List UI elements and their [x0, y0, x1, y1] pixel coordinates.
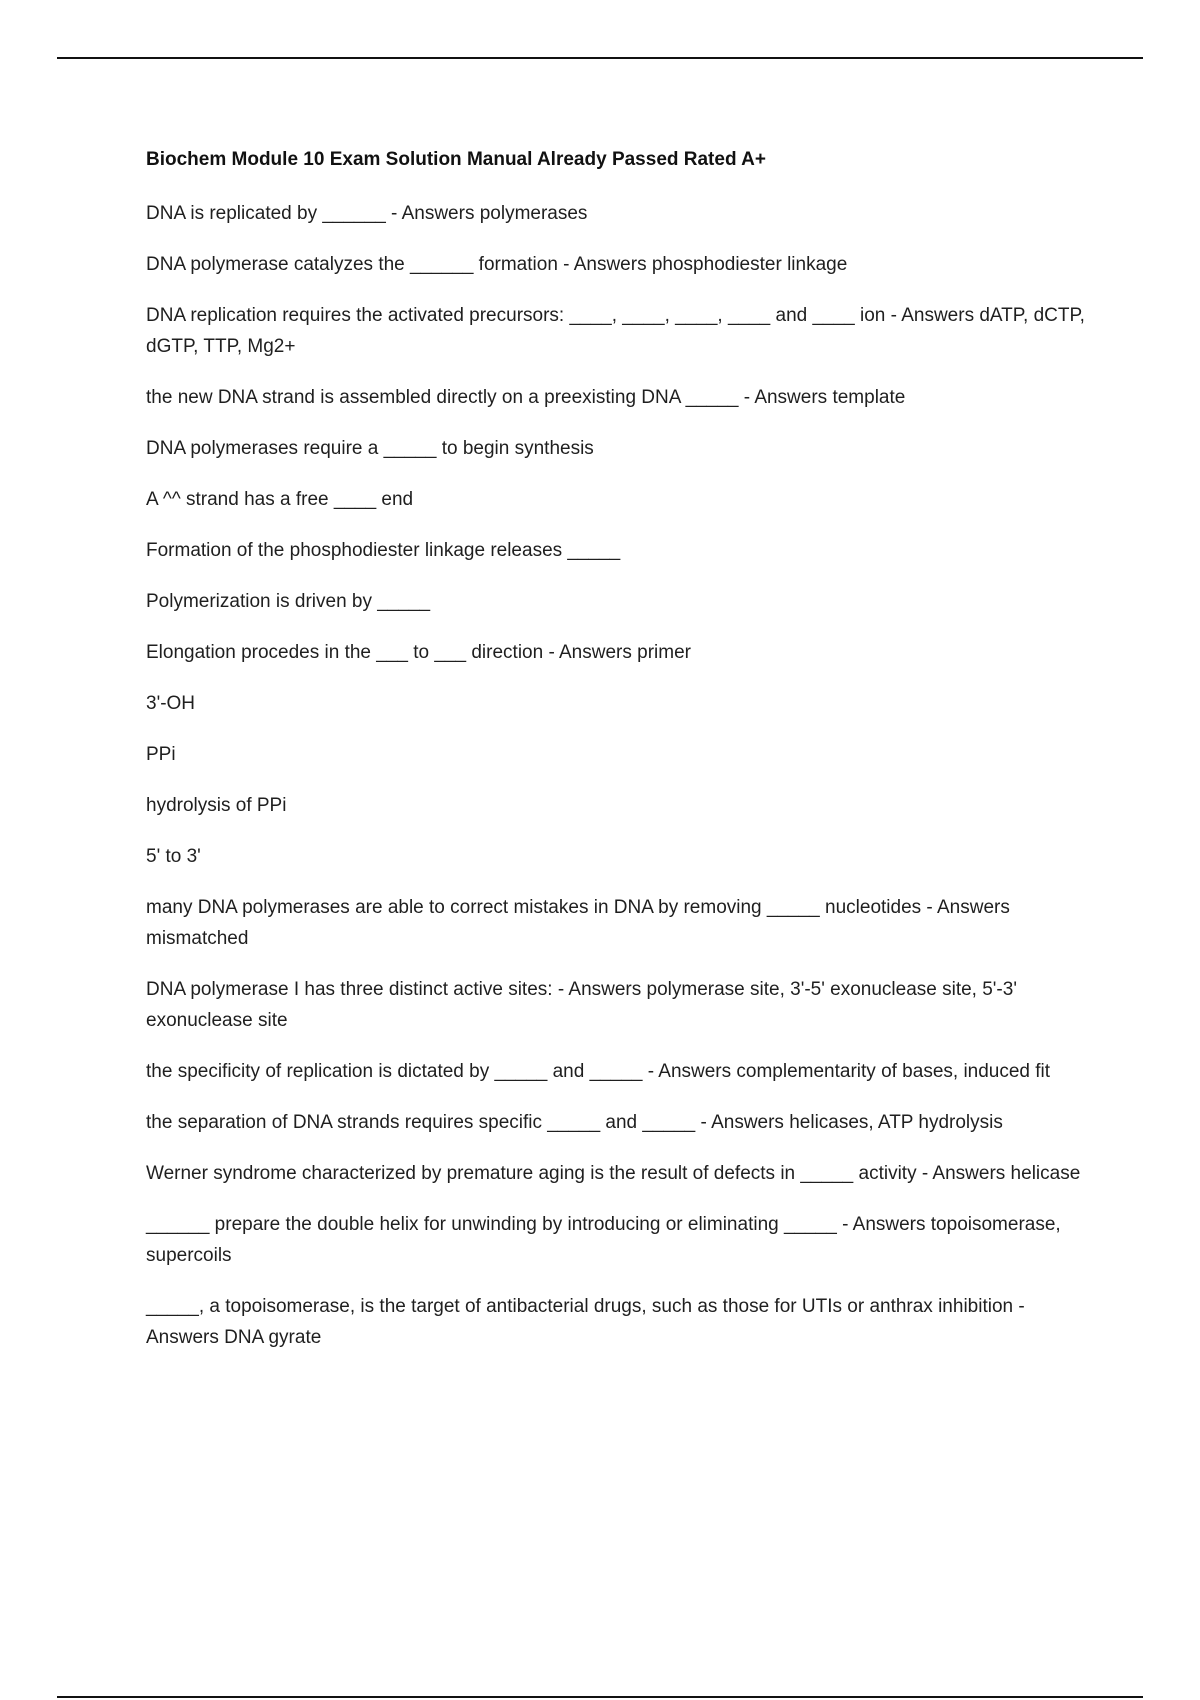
- qa-entry: DNA polymerases require a _____ to begin synthesis: [146, 438, 594, 459]
- qa-entry: _____, a topoisomerase, is the target of antibacterial drugs, such as those for UTIs or anthrax inhibition - Answers DNA gyrate: [146, 1296, 1029, 1348]
- qa-entry: the specificity of replication is dictated by _____ and _____ - Answers complementarity of bases, induced fit: [146, 1061, 1051, 1082]
- qa-entry: Elongation procedes in the ___ to ___ direction - Answers primer: [146, 642, 691, 663]
- qa-entry: the new DNA strand is assembled directly on a preexisting DNA _____ - Answers template: [146, 387, 906, 408]
- qa-entry: ______ prepare the double helix for unwinding by introducing or eliminating _____ - Answers topoisomerase, supercoils: [146, 1214, 1066, 1266]
- qa-entry: DNA polymerase catalyzes the ______ formation - Answers phosphodiester linkage: [146, 254, 848, 275]
- qa-entry: Werner syndrome characterized by premature aging is the result of defects in _____ activity - Answers helicase: [146, 1163, 1081, 1184]
- top-rule: [57, 57, 1143, 59]
- qa-entry: DNA replication requires the activated precursors: ____, ____, ____, ____ and ____ ion - Answers dATP, dCTP, dGTP, TTP, Mg2+: [146, 305, 1091, 357]
- qa-entry: DNA is replicated by ______ - Answers polymerases: [146, 203, 588, 224]
- qa-entry: 3'-OH: [146, 693, 196, 714]
- qa-entry: many DNA polymerases are able to correct mistakes in DNA by removing _____ nucleotides - Answers mismatched: [146, 897, 1016, 949]
- bottom-rule: [57, 1696, 1143, 1698]
- qa-entry: Formation of the phosphodiester linkage releases _____: [146, 540, 621, 561]
- document-body: [146, 146, 1096, 1373]
- qa-entry: PPi: [146, 744, 176, 765]
- qa-entry: A ^^ strand has a free ____ end: [146, 489, 414, 510]
- qa-entry: 5' to 3': [146, 846, 201, 867]
- qa-entry: hydrolysis of PPi: [146, 795, 287, 816]
- qa-entry: Polymerization is driven by _____: [146, 591, 431, 612]
- qa-entry: DNA polymerase I has three distinct active sites: - Answers polymerase site, 3'-5' exonuclease site, 5'-3' exonuclease site: [146, 979, 1023, 1031]
- qa-entry: the separation of DNA strands requires specific _____ and _____ - Answers helicases, ATP hydrolysis: [146, 1112, 1003, 1133]
- document-title: Biochem Module 10 Exam Solution Manual Already Passed Rated A+: [146, 149, 766, 170]
